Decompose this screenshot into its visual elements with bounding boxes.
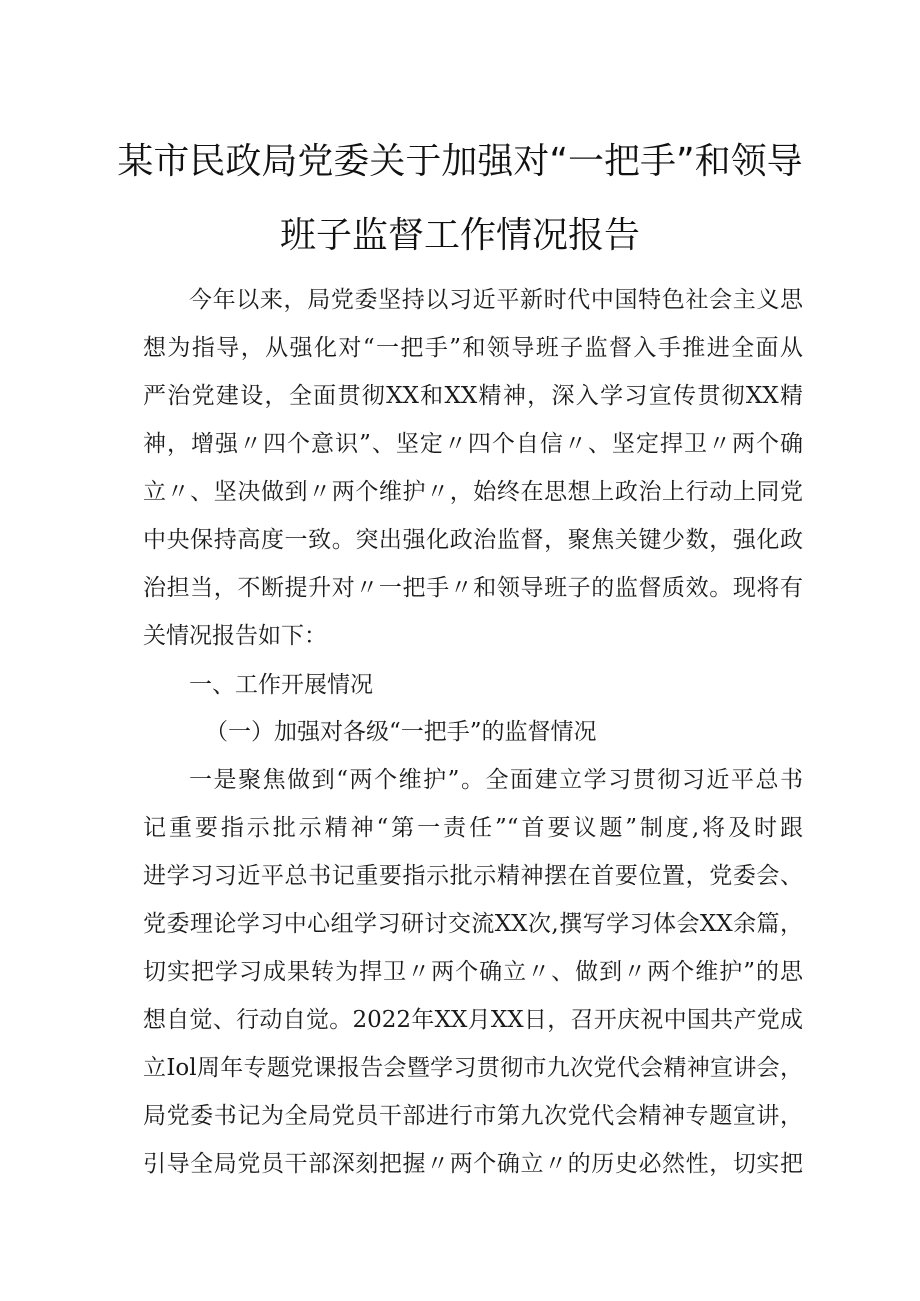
paragraph-1-line-7: 治担当，不断提升对〃一把手〃和领导班子的监督质效。现将有 (143, 575, 803, 601)
paragraph-2-line-6: 想自觉、行动自觉。2022年XX月XX日，召开庆祝中国共产党成 (143, 1007, 803, 1033)
paragraph-2-line-9: 引导全局党员干部深刻把握〃两个确立〃的历史必然性，切实把 (143, 1151, 803, 1177)
paragraph-1-line-8: 关情况报告如下： (143, 623, 327, 649)
paragraph-1-line-1: 今年以来，局党委坚持以习近平新时代中国特色社会主义思 (189, 287, 803, 313)
paragraph-2-line-1: 一是聚焦做到“两个维护”。全面建立学习贯彻习近平总书 (189, 767, 803, 793)
subsection-heading: （一）加强对各级“一把手”的监督情况 (205, 719, 597, 745)
paragraph-1-line-3: 严治党建设，全面贯彻XX和XX精神，深入学习宣传贯彻XX精 (143, 383, 803, 409)
paragraph-2-line-4: 党委理论学习中心组学习研讨交流XX次,撰写学习体会XX余篇， (143, 911, 803, 937)
paragraph-1-line-4: 神，增强〃四个意识”、坚定〃四个自信〃、坚定捍卫〃两个确 (143, 431, 803, 457)
paragraph-2-line-3: 进学习习近平总书记重要指示批示精神摆在首要位置，党委会、 (143, 863, 803, 889)
document-title-line-1: 某市民政局党委关于加强对“一把手”和领导 (117, 141, 803, 182)
paragraph-2-line-8: 局党委书记为全局党员干部进行市第九次党代会精神专题宣讲， (143, 1103, 803, 1129)
paragraph-2-line-7: 立Iol周年专题党课报告会暨学习贯彻市九次党代会精神宣讲会， (143, 1055, 803, 1081)
paragraph-1-line-6: 中央保持高度一致。突出强化政治监督，聚焦关键少数，强化政 (143, 527, 803, 553)
paragraph-1-line-2: 想为指导，从强化对“一把手”和领导班子监督入手推进全面从 (143, 335, 803, 361)
section-heading: 一、工作开展情况 (189, 672, 373, 698)
document-title-line-2: 班子监督工作情况报告 (279, 215, 640, 256)
paragraph-2-line-2: 记重要指示批示精神“第一责任”“首要议题”制度,将及时跟 (143, 815, 803, 841)
paragraph-2-line-5: 切实把学习成果转为捍卫〃两个确立〃、做到〃两个维护”的思 (143, 959, 803, 985)
paragraph-1-line-5: 立〃、坚决做到〃两个维护〃，始终在思想上政治上行动上同党 (143, 479, 803, 505)
